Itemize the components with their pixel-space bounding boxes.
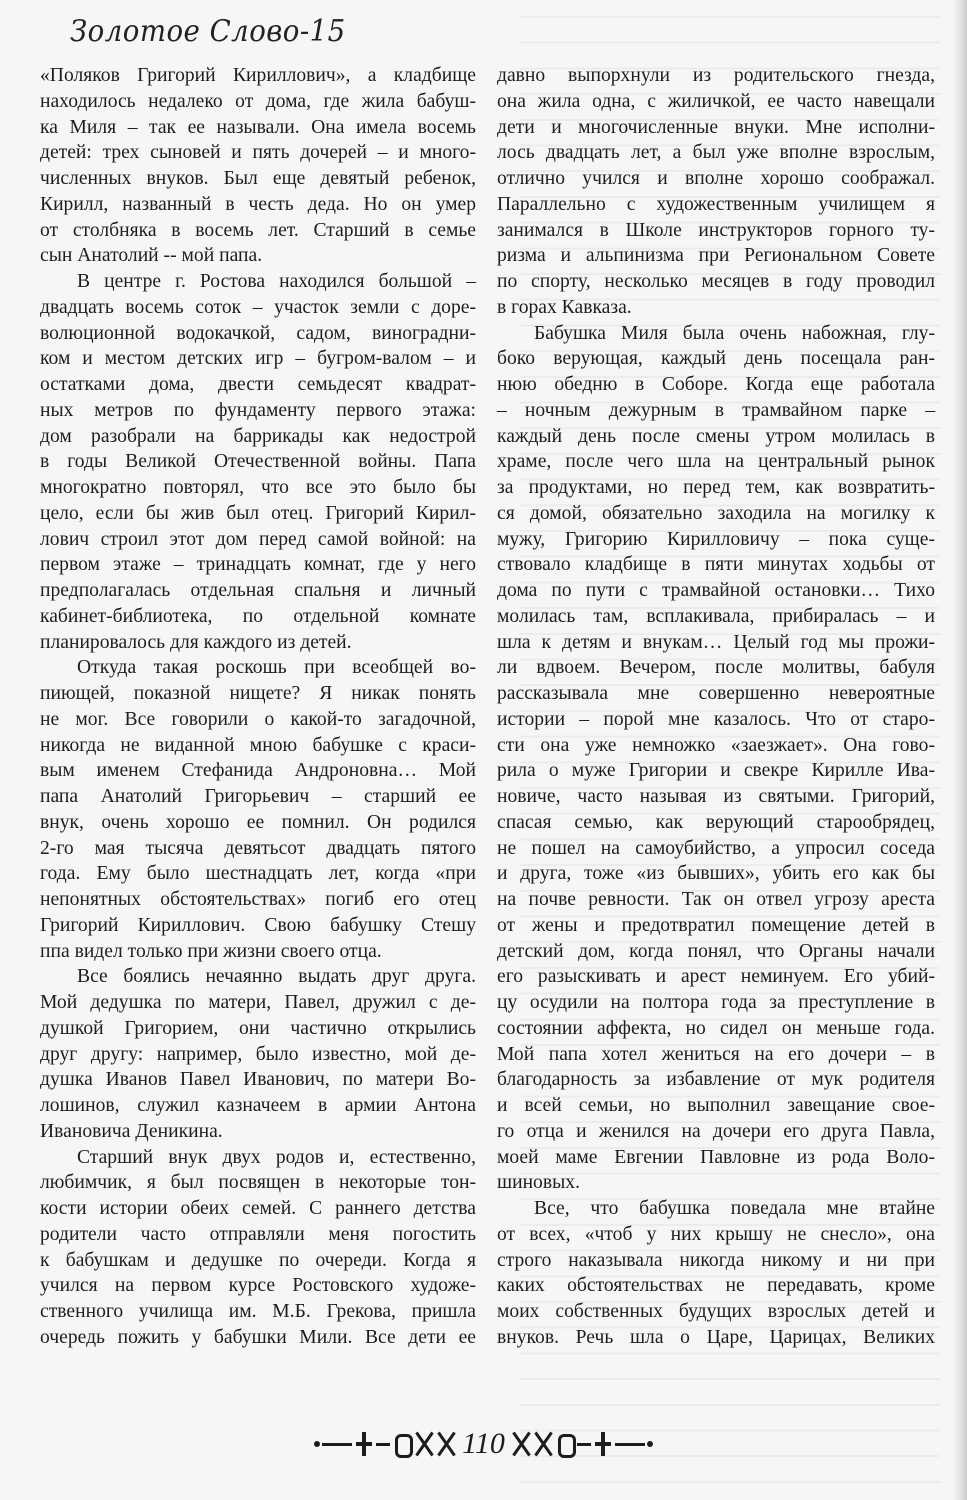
text-line: «Поляков Григорий Кириллович», а кладбище	[40, 65, 476, 86]
text-line: 2-го мая тысяча девятьсот двадцать пятого	[40, 837, 476, 859]
text-line: вым именем Стефанида Андроновна… Мой	[40, 760, 476, 782]
text-line: моей маме Евгении Павловне из рода Воло-	[497, 1146, 935, 1168]
ornament-line	[577, 1443, 591, 1446]
ornament-star-icon	[414, 1430, 434, 1458]
ornament-star-icon	[436, 1430, 456, 1458]
text-line: сти она уже немножко «заезжает». Она гово-	[497, 734, 935, 756]
text-line: ся домой, обязательно заходила на могилку к	[497, 502, 935, 524]
ornament-star-icon	[533, 1430, 553, 1458]
page-number: 110	[462, 1427, 505, 1460]
text-line: его разыскивать и арест неминуем. Его убий-	[497, 966, 935, 988]
text-line: кости истории обеих семей. С раннего детства	[40, 1198, 476, 1219]
text-line: пиющей, показной нищете? Я никак понять	[40, 683, 476, 704]
text-line: по спорту, несколько месяцев в году проводил	[497, 271, 935, 292]
text-line: строго наказывала никогда никому и ни при	[497, 1249, 935, 1271]
text-line: давно выпорхнули из родительского гнезда,	[497, 65, 935, 86]
text-line: Мой дедушка по матери, Павел, дружил с де-	[40, 992, 476, 1013]
ornament-dot-icon	[647, 1441, 653, 1447]
text-line: внук, очень хорошо ее помнил. Он родился	[40, 811, 476, 833]
text-line: дома по пути с трамвайной остановки… Тихо	[497, 580, 935, 601]
text-line: занимался в Школе инструкторов горного ту-	[497, 219, 935, 241]
ornament-scroll-icon	[392, 1430, 412, 1458]
text-line: в горах Кавказа.	[497, 296, 632, 318]
text-line: папа Анатолий Григорьевич – старший ее	[40, 786, 476, 807]
page-footer	[0, 1424, 967, 1464]
text-line: ппа видел только при жизни своего отца.	[40, 940, 382, 962]
text-line: ком и местом детских игр – бугром-валом – и	[40, 348, 476, 370]
text-line: за продуктами, но перед тем, как возвратить-	[497, 477, 935, 498]
text-line: Кирилл, названный в честь деда. Но он умер	[40, 193, 476, 215]
text-line: планировалось для каждого из детей.	[40, 631, 352, 653]
text-line: детей: трех сыновей и пять дочерей – и много-	[40, 142, 476, 164]
left-text-column	[40, 63, 476, 1351]
text-line: на почве ревности. Так он отвел угрозу ареста	[497, 889, 935, 910]
text-line: ризма и альпинизма при Региональном Совете	[497, 245, 935, 267]
text-line: друг другу: например, было известно, мой де-	[40, 1043, 476, 1065]
text-line: боко верующая, каждый день посещала ран-	[497, 348, 935, 370]
text-line: отлично учился и вполне хорошо соображал.	[497, 168, 935, 189]
text-line: Мой папа хотел жениться на его дочери – в	[497, 1043, 935, 1065]
text-line: истории – порой мне казалось. Что от старо-	[497, 708, 935, 730]
text-line: цу осудили на полтора года за преступление в	[497, 992, 935, 1013]
text-line: каких обстоятельствах не передавать, кроме	[497, 1275, 935, 1297]
text-line: волюционной водокачкой, садом, виноградни-	[40, 322, 476, 344]
text-line: лошинов, служил казначеем в армии Антона	[40, 1095, 476, 1116]
text-line: ли вдвоем. Вечером, после молитвы, бабуля	[497, 657, 935, 679]
text-line: сын Анатолий -- мой папа.	[40, 245, 263, 267]
text-line: внуков. Речь шла о Царе, Царицах, Великих	[497, 1326, 935, 1348]
text-line: Старший внук двух родов и, естественно,	[77, 1146, 476, 1168]
text-line: численных внуков. Был еще девятый ребенок,	[40, 168, 476, 189]
text-line: лович строил этот дом перед самой войной: на	[40, 528, 476, 550]
text-line: ствовало кладбище в пяти минутах ходьбы от	[497, 554, 935, 576]
text-line: Ивановича Деникина.	[40, 1120, 223, 1142]
text-line: Все боялись нечаянно выдать друг друга.	[77, 966, 476, 988]
text-line: спасая семью, как верующий старообрядец,	[497, 811, 935, 833]
ornament-line	[615, 1443, 645, 1446]
text-line: к бабушкам и дедушке по очереди. Когда я	[40, 1249, 476, 1271]
text-line: учился на первом курсе Ростовского художе-	[40, 1275, 476, 1297]
text-line: молилась там, всплакивала, прибиралась – и	[497, 605, 935, 627]
ornament-star-icon	[511, 1430, 531, 1458]
ornament-cross-icon	[354, 1430, 374, 1458]
text-line: шиновых.	[497, 1172, 580, 1194]
text-line: ственного училища им. М.Б. Грекова, пришла	[40, 1301, 476, 1322]
page-edge-shadow	[953, 0, 967, 1500]
text-line: мужу, Григорию Кирилловичу – пока суще-	[497, 528, 935, 550]
text-line: Параллельно с художественным училищем я	[497, 193, 935, 215]
text-line: цело, если бы жив был отец. Григорий Кирил-	[40, 502, 476, 524]
ornament-line	[322, 1443, 352, 1446]
right-text-column	[497, 63, 935, 1351]
text-line: новиче, часто называя из святыми. Григорий,	[497, 786, 935, 807]
text-line: Григорий Кириллович. Свою бабушку Стешу	[40, 914, 476, 936]
text-line: шла к детям и внукам… Целый год мы прожи-	[497, 631, 935, 653]
text-line: двадцать восемь соток – участок земли с доре-	[40, 296, 476, 318]
text-line: храме, после чего шла на центральный рынок	[497, 451, 935, 473]
text-line: лось двадцать лет, а был уже вполне взрослым,	[497, 142, 935, 164]
text-line: Все, что бабушка поведала мне втайне	[534, 1198, 935, 1219]
text-line: состоянии аффекта, но сидел он меньше года.	[497, 1017, 935, 1039]
text-line: – ночным дежурным в трамвайном парке –	[497, 399, 935, 421]
running-header: Золотое Слово-15	[70, 14, 346, 49]
text-line: находилось недалеко от дома, где жила бабуш-	[40, 90, 476, 112]
ornament-cross-icon	[593, 1430, 613, 1458]
text-line: любимчик, я был посвящен в некоторые тон-	[40, 1172, 476, 1194]
text-line: благодарность за избавление от мук родителя	[497, 1069, 935, 1091]
text-line: остатками дома, двести семьдесят квадрат-	[40, 374, 476, 395]
text-line: непонятных обстоятельствах» погиб его отец	[40, 889, 476, 910]
text-line: в годы Великой Отечественной войны. Папа	[40, 451, 476, 473]
text-line: кабинет-библиотека, по отдельной комнате	[40, 605, 476, 627]
text-line: ка Миля – так ее называли. Она имела восемь	[40, 116, 476, 138]
text-line: года. Ему было шестнадцать лет, когда «при	[40, 863, 476, 885]
text-line: нюю обедню в Соборе. Когда еще работала	[497, 374, 935, 395]
text-line: родители часто отправляли меня погостить	[40, 1223, 476, 1245]
text-line: никогда не виданной мною бабушке с краси-	[40, 734, 476, 756]
text-line: Бабушка Миля была очень набожная, глу-	[534, 322, 935, 344]
text-line: первом этаже – тринадцать комнат, где у него	[40, 554, 476, 576]
text-line: от всех, «чтоб у них крышу не снесло», она	[497, 1223, 935, 1245]
text-line: не мог. Все говорили о какой-то загадочной,	[40, 708, 476, 730]
ornament-dot-icon	[314, 1441, 320, 1447]
text-line: рила о муже Григории и свекре Кирилле Ива-	[497, 760, 935, 782]
text-line: го отца и женился на дочери его друга Павла,	[497, 1120, 935, 1142]
text-line: она жила одна, с жиличкой, ее часто навещали	[497, 90, 935, 112]
text-line: В центре г. Ростова находился большой –	[77, 271, 476, 292]
text-line: душкой Григорием, они частично открылись	[40, 1017, 476, 1039]
text-line: и друга, тоже «из бывших», убить его как бы	[497, 863, 935, 885]
ornament-left	[314, 1429, 456, 1459]
text-line: очередь пожить у бабушки Мили. Все дети ее	[40, 1326, 476, 1348]
text-line: от столбняка в восемь лет. Старший в семье	[40, 219, 476, 241]
ornament-scroll-icon	[555, 1430, 575, 1458]
ornament-right	[511, 1429, 653, 1459]
text-line: детский дом, когда понял, что Органы начали	[497, 940, 935, 962]
text-line: дом разобрали на баррикады как недострой	[40, 425, 476, 447]
text-line: не пошел на самоубийство, а упросил соседа	[497, 837, 935, 859]
text-line: дети и многочисленные внуки. Мне исполни-	[497, 116, 935, 138]
text-line: моих собственных будущих взрослых детей и	[497, 1301, 935, 1322]
text-line: рассказывала мне совершенно невероятные	[497, 683, 935, 704]
text-line: от жены и предотвратил помещение детей в	[497, 914, 935, 936]
ornament-line	[376, 1443, 390, 1446]
text-line: предполагалась отдельная спальня и личный	[40, 580, 476, 601]
text-line: каждый день после смены утром молилась в	[497, 425, 935, 447]
text-line: и всей семьи, но выполнил завещание свое-	[497, 1095, 935, 1116]
text-line: многократно повторял, что все это было бы	[40, 477, 476, 498]
text-line: Откуда такая роскошь при всеобщей во-	[77, 657, 476, 679]
text-line: душка Иванов Павел Иванович, по матери Во-	[40, 1069, 476, 1091]
text-line: ных метров по фундаменту первого этажа:	[40, 399, 476, 421]
